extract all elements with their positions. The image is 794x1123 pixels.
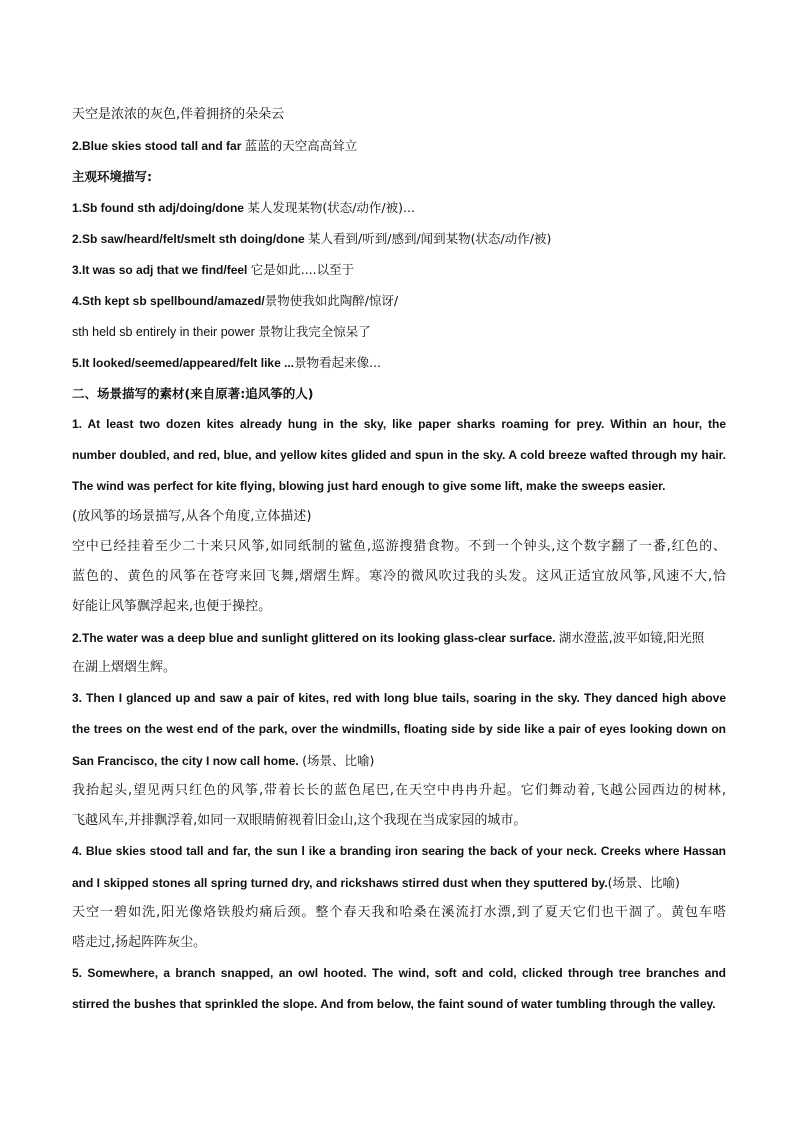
chinese-text: 湖水澄蓝,波平如镜,阳光照 xyxy=(558,630,705,645)
section-heading: 二、场景描写的素材(来自原著:追风筝的人) xyxy=(72,386,314,401)
text-line: 空中已经挂着至少二十来只风筝,如同纸制的鲨鱼,巡游搜猎食物。不到一个钟头,这个数字翻了一番,红色的、 xyxy=(72,539,726,554)
text-line xyxy=(72,622,726,653)
english-text: 2.The water was a deep blue and sunlight glittered on its looking glass-clear surface. xyxy=(72,631,559,645)
text-line xyxy=(72,254,726,285)
text-line: 好能让风筝飘浮起来,也便于操控。 xyxy=(72,599,272,614)
english-text: 3.It was so adj that we find/feel xyxy=(72,263,251,277)
english-text: 2.Sb saw/heard/felt/smelt sth doing/done xyxy=(72,232,309,246)
text-line: 蓝色的、黄色的风筝在苍穹来回飞舞,熠熠生辉。寒冷的微风吹过我的头发。这风正适宜放风筝,风速不大,恰 xyxy=(72,569,726,584)
english-text: 2.Blue skies stood tall and far xyxy=(72,139,245,153)
text-line xyxy=(72,316,726,347)
english-text: sth held sb entirely in their power xyxy=(72,325,259,339)
chinese-text: (场景、比喻) xyxy=(302,753,375,768)
english-text: San Francisco, the city I now call home. xyxy=(72,754,303,768)
text-line: number doubled, and red, blue, and yellow kites glided and spun in the sky. A cold breeze wafted through my hair. xyxy=(72,448,726,462)
text-line: 嗒走过,扬起阵阵灰尘。 xyxy=(72,935,207,950)
text-line xyxy=(72,130,726,161)
chinese-text: 蓝蓝的天空高高耸立 xyxy=(244,138,358,153)
text-line: (放风筝的场景描写,从各个角度,立体描述) xyxy=(72,509,312,524)
chinese-text: 景物使我如此陶醉/惊讶/ xyxy=(264,293,399,308)
english-text: 4.Sth kept sb spellbound/amazed/ xyxy=(72,294,265,308)
text-line: 3. Then I glanced up and saw a pair of kites, red with long blue tails, soaring in the sky. They danced high above xyxy=(72,691,726,705)
text-line xyxy=(72,285,726,316)
chinese-text: 景物看起来像... xyxy=(294,355,382,370)
text-line: 我抬起头,望见两只红色的风筝,带着长长的蓝色尾巴,在天空中冉冉升起。它们舞动着,飞越公园西边的树林, xyxy=(72,783,726,798)
text-line: the trees on the west end of the park, over the windmills, floating side by side like a pair of eyes looking down on xyxy=(72,722,726,736)
text-line: 天空一碧如洗,阳光像烙铁般灼痛后颈。整个春天我和哈桑在溪流打水漂,到了夏天它们也干涸了。黄包车嗒 xyxy=(72,905,726,920)
chinese-text: 它是如此....以至于 xyxy=(250,262,355,277)
chinese-text: 某人发现某物(状态/动作/被)... xyxy=(247,200,415,215)
text-line xyxy=(72,223,726,254)
english-text: and I skipped stones all spring turned dry, and rickshaws stirred dust when they sputtered by. xyxy=(72,876,608,890)
text-line xyxy=(72,347,726,378)
text-line: 飞越风车,并排飘浮着,如同一双眼睛俯视着旧金山,这个我现在当成家园的城市。 xyxy=(72,813,527,828)
text-line: 在湖上熠熠生辉。 xyxy=(72,660,177,675)
text-line xyxy=(72,867,726,898)
section-heading: 主观环境描写: xyxy=(72,169,152,184)
english-text: 5.It looked/seemed/appeared/felt like ... xyxy=(72,356,295,370)
text-line: 5. Somewhere, a branch snapped, an owl hooted. The wind, soft and cold, clicked through tree branches and xyxy=(72,966,726,980)
text-line: The wind was perfect for kite flying, blowing just hard enough to give some lift, make the sweeps easier. xyxy=(72,479,666,493)
text-line: 1. At least two dozen kites already hung in the sky, like paper sharks roaming for prey. Within an hour, the xyxy=(72,417,726,431)
text-line: stirred the bushes that sprinkled the slope. And from below, the faint sound of water tumbling through the valley. xyxy=(72,997,716,1011)
text-line xyxy=(72,745,726,776)
text-line: 4. Blue skies stood tall and far, the sun l ike a branding iron searing the back of your neck. Creeks where Hassan xyxy=(72,844,726,858)
chinese-text: 景物让我完全惊呆了 xyxy=(258,324,371,339)
text-line xyxy=(72,192,726,223)
chinese-text: 某人看到/听到/感到/闻到某物(状态/动作/被) xyxy=(308,231,552,246)
english-text: 1.Sb found sth adj/doing/done xyxy=(72,201,248,215)
document-page xyxy=(72,100,726,1020)
text-line: 天空是浓浓的灰色,伴着拥挤的朵朵云 xyxy=(72,107,285,122)
chinese-text: (场景、比喻) xyxy=(607,875,680,890)
